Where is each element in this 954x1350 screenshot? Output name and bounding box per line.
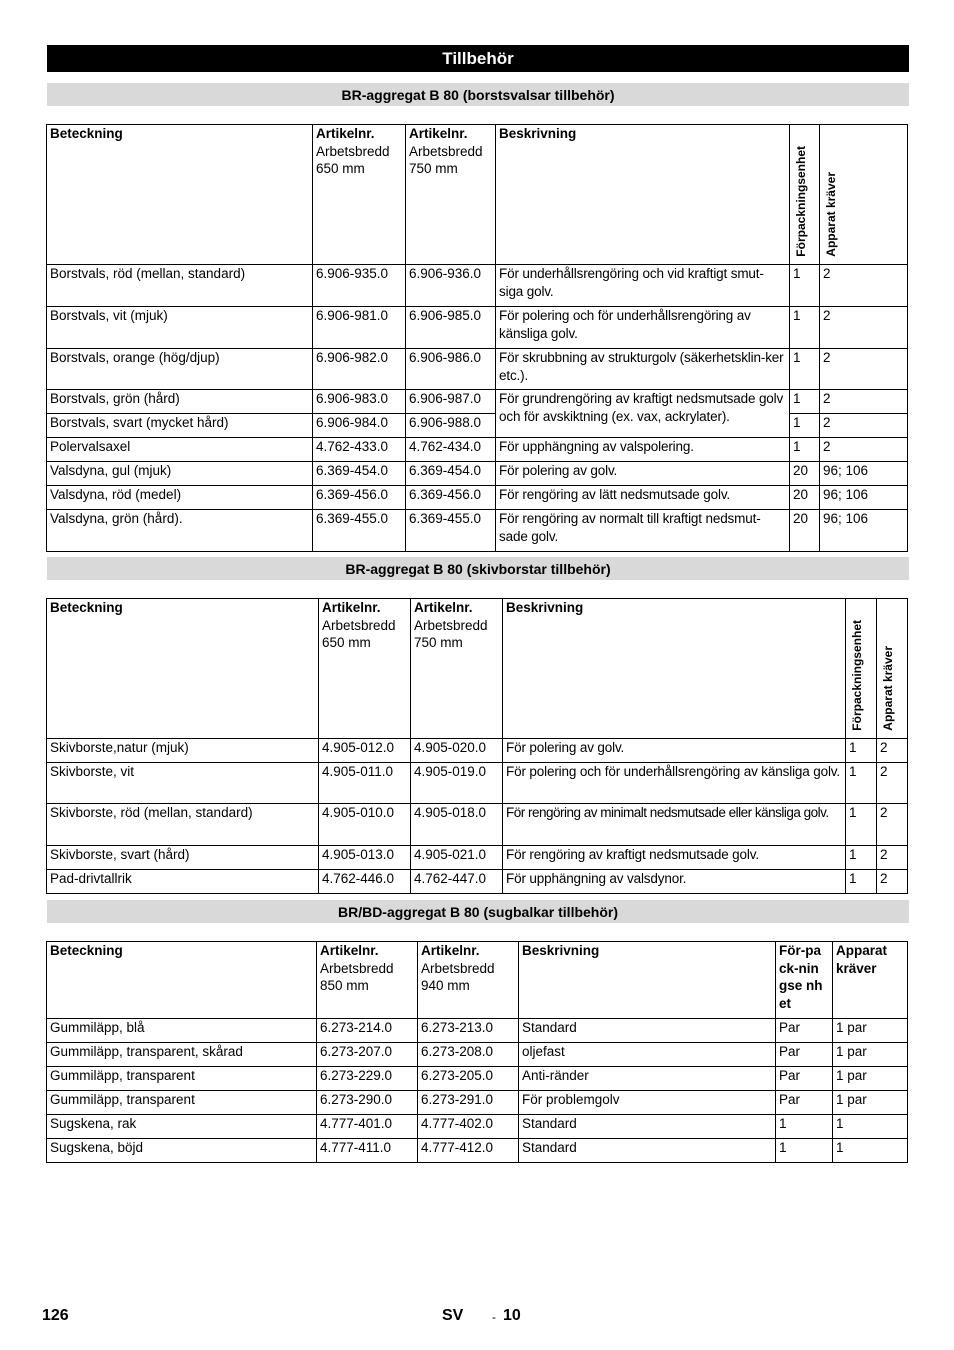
cell-artikelnr-1: 6.273-214.0 xyxy=(317,1019,418,1043)
cell-beteckning: Valsdyna, gul (mjuk) xyxy=(47,462,313,486)
cell-artikelnr-2: 6.369-454.0 xyxy=(406,462,496,486)
cell-artikelnr-2: 6.369-455.0 xyxy=(406,510,496,552)
cell-artikelnr-1: 4.905-013.0 xyxy=(319,846,411,870)
cell-forpackningsenhet: 1 xyxy=(790,349,820,390)
cell-beteckning: Sugskena, rak xyxy=(47,1115,317,1139)
cell-apparat-kraver: 1 xyxy=(833,1115,908,1139)
cell-artikelnr-1: 6.369-454.0 xyxy=(313,462,406,486)
cell-artikelnr-2: 6.273-208.0 xyxy=(418,1043,519,1067)
cell-artikelnr-2: 6.906-988.0 xyxy=(406,414,496,438)
header-beteckning: Beteckning xyxy=(47,125,313,265)
footer-page-number: 126 xyxy=(42,1307,69,1324)
cell-forpackningsenhet: 1 xyxy=(846,739,877,763)
cell-forpackningsenhet: 1 xyxy=(790,438,820,462)
cell-artikelnr-1: 6.369-455.0 xyxy=(313,510,406,552)
cell-artikelnr-1: 6.906-935.0 xyxy=(313,265,406,307)
cell-beteckning: Sugskena, böjd xyxy=(47,1139,317,1163)
cell-beteckning: Valsdyna, grön (hård). xyxy=(47,510,313,552)
cell-artikelnr-2: 6.273-213.0 xyxy=(418,1019,519,1043)
footer-sub-page: 10 xyxy=(503,1307,521,1324)
cell-beskrivning: För rengöring av normalt till kraftigt nedsmut-sade golv. xyxy=(496,510,790,552)
cell-artikelnr-1: 6.906-983.0 xyxy=(313,390,406,414)
header-forpackningsenhet: Förpackningsenhet xyxy=(790,125,820,265)
cell-artikelnr-2: 4.777-412.0 xyxy=(418,1139,519,1163)
cell-beteckning: Borstvals, röd (mellan, standard) xyxy=(47,265,313,307)
table-header-row xyxy=(47,942,908,1019)
cell-artikelnr-2: 4.762-434.0 xyxy=(406,438,496,462)
cell-beskrivning: För skrubbning av strukturgolv (säkerhetsklin-ker etc.). xyxy=(496,349,790,390)
cell-artikelnr-1: 6.369-456.0 xyxy=(313,486,406,510)
cell-apparat-kraver: 2 xyxy=(820,390,908,414)
cell-artikelnr-1: 4.762-433.0 xyxy=(313,438,406,462)
cell-beskrivning: För underhållsrengöring och vid kraftigt smut-siga golv. xyxy=(496,265,790,307)
cell-forpackningsenhet: 1 xyxy=(846,763,877,804)
cell-artikelnr-2: 6.906-986.0 xyxy=(406,349,496,390)
cell-beteckning: Borstvals, orange (hög/djup) xyxy=(47,349,313,390)
header-artikelnr-1: Artikelnr. Arbetsbredd 650 mm xyxy=(313,125,406,265)
cell-apparat-kraver: 96; 106 xyxy=(820,462,908,486)
section-title-sugbalkar: BR/BD-aggregat B 80 (sugbalkar tillbehör) xyxy=(47,900,909,923)
table-row xyxy=(47,763,908,804)
cell-apparat-kraver: 2 xyxy=(820,349,908,390)
cell-artikelnr-2: 4.905-018.0 xyxy=(411,804,503,846)
cell-artikelnr-1: 4.905-011.0 xyxy=(319,763,411,804)
header-beskrivning: Beskrivning xyxy=(519,942,776,1019)
table-row xyxy=(47,349,908,390)
table-sugbalkar xyxy=(46,941,908,1163)
cell-beteckning: Gummiläpp, blå xyxy=(47,1019,317,1043)
table-row xyxy=(47,1019,908,1043)
cell-apparat-kraver: 2 xyxy=(877,763,908,804)
header-beskrivning: Beskrivning xyxy=(496,125,790,265)
cell-apparat-kraver: 2 xyxy=(877,804,908,846)
cell-forpackningsenhet: 1 xyxy=(790,307,820,349)
cell-beskrivning: För problemgolv xyxy=(519,1091,776,1115)
header-apparat-kraver: Apparat kräver xyxy=(820,125,908,265)
cell-artikelnr-2: 6.906-985.0 xyxy=(406,307,496,349)
cell-forpackningsenhet: Par xyxy=(776,1043,833,1067)
page-title: Tillbehör xyxy=(47,45,909,72)
cell-apparat-kraver: 2 xyxy=(877,870,908,894)
section-title-skivborstar: BR-aggregat B 80 (skivborstar tillbehör) xyxy=(47,557,909,580)
cell-beskrivning: För polering av golv. xyxy=(496,462,790,486)
table-row xyxy=(47,1091,908,1115)
table-row xyxy=(47,510,908,552)
cell-forpackningsenhet: Par xyxy=(776,1019,833,1043)
cell-artikelnr-1: 4.762-446.0 xyxy=(319,870,411,894)
cell-beskrivning: För upphängning av valsdynor. xyxy=(503,870,846,894)
footer-language: SV xyxy=(442,1307,464,1324)
cell-forpackningsenhet: Par xyxy=(776,1091,833,1115)
cell-beteckning: Skivborste,natur (mjuk) xyxy=(47,739,319,763)
cell-apparat-kraver: 1 par xyxy=(833,1067,908,1091)
table-row xyxy=(47,846,908,870)
table-skivborstar xyxy=(46,598,908,894)
header-beteckning: Beteckning xyxy=(47,599,319,739)
cell-forpackningsenhet: Par xyxy=(776,1067,833,1091)
header-artikelnr-1: Artikelnr. Arbetsbredd 650 mm xyxy=(319,599,411,739)
cell-beteckning: Borstvals, grön (hård) xyxy=(47,390,313,414)
cell-beteckning: Gummiläpp, transparent, skårad xyxy=(47,1043,317,1067)
cell-beteckning: Skivborste, vit xyxy=(47,763,319,804)
header-apparat-kraver: Apparat kräver xyxy=(833,942,908,1019)
cell-apparat-kraver: 96; 106 xyxy=(820,486,908,510)
cell-artikelnr-2: 6.273-205.0 xyxy=(418,1067,519,1091)
table-row xyxy=(47,1115,908,1139)
table-header-row xyxy=(47,125,908,265)
header-beskrivning: Beskrivning xyxy=(503,599,846,739)
cell-beskrivning: För grundrengöring av kraftigt nedsmutsade golv och för avskiktning (ex. vax, ackrylater). xyxy=(496,390,790,438)
cell-beteckning: Valsdyna, röd (medel) xyxy=(47,486,313,510)
cell-apparat-kraver: 1 par xyxy=(833,1091,908,1115)
cell-beteckning: Gummiläpp, transparent xyxy=(47,1091,317,1115)
table-row xyxy=(47,390,908,414)
cell-forpackningsenhet: 20 xyxy=(790,486,820,510)
cell-apparat-kraver: 2 xyxy=(820,438,908,462)
cell-beteckning: Skivborste, svart (hård) xyxy=(47,846,319,870)
cell-forpackningsenhet: 1 xyxy=(790,390,820,414)
header-artikelnr-2: Artikelnr. Arbetsbredd 940 mm xyxy=(418,942,519,1019)
cell-beteckning: Skivborste, röd (mellan, standard) xyxy=(47,804,319,846)
cell-artikelnr-1: 6.273-207.0 xyxy=(317,1043,418,1067)
cell-forpackningsenhet: 1 xyxy=(776,1115,833,1139)
header-artikelnr-1: Artikelnr. Arbetsbredd 850 mm xyxy=(317,942,418,1019)
table-row xyxy=(47,265,908,307)
cell-beteckning: Gummiläpp, transparent xyxy=(47,1067,317,1091)
cell-forpackningsenhet: 1 xyxy=(846,870,877,894)
cell-beskrivning: Standard xyxy=(519,1139,776,1163)
cell-artikelnr-2: 4.777-402.0 xyxy=(418,1115,519,1139)
cell-artikelnr-2: 4.762-447.0 xyxy=(411,870,503,894)
footer-dash: - xyxy=(492,1310,496,1324)
cell-artikelnr-1: 6.273-290.0 xyxy=(317,1091,418,1115)
cell-forpackningsenhet: 1 xyxy=(776,1139,833,1163)
cell-beskrivning: För upphängning av valspolering. xyxy=(496,438,790,462)
cell-forpackningsenhet: 20 xyxy=(790,510,820,552)
table-header-row xyxy=(47,599,908,739)
table-row xyxy=(47,870,908,894)
header-apparat-kraver: Apparat kräver xyxy=(877,599,908,739)
cell-forpackningsenhet: 20 xyxy=(790,462,820,486)
cell-forpackningsenhet: 1 xyxy=(790,265,820,307)
table-row xyxy=(47,1067,908,1091)
cell-artikelnr-1: 4.777-411.0 xyxy=(317,1139,418,1163)
cell-apparat-kraver: 1 par xyxy=(833,1043,908,1067)
cell-beskrivning: För rengöring av kraftigt nedsmutsade golv. xyxy=(503,846,846,870)
table-row xyxy=(47,804,908,846)
cell-artikelnr-1: 6.906-981.0 xyxy=(313,307,406,349)
cell-apparat-kraver: 2 xyxy=(820,414,908,438)
table-row xyxy=(47,462,908,486)
cell-beteckning: Borstvals, svart (mycket hård) xyxy=(47,414,313,438)
cell-artikelnr-2: 6.906-987.0 xyxy=(406,390,496,414)
cell-beteckning: Borstvals, vit (mjuk) xyxy=(47,307,313,349)
cell-beteckning: Polervalsaxel xyxy=(47,438,313,462)
table-row xyxy=(47,307,908,349)
cell-beskrivning: oljefast xyxy=(519,1043,776,1067)
cell-artikelnr-2: 4.905-021.0 xyxy=(411,846,503,870)
cell-apparat-kraver: 1 xyxy=(833,1139,908,1163)
section-title-borstvalsar: BR-aggregat B 80 (borstsvalsar tillbehör) xyxy=(47,83,909,106)
table-borstvalsar xyxy=(46,124,908,552)
cell-apparat-kraver: 2 xyxy=(877,846,908,870)
cell-forpackningsenhet: 1 xyxy=(846,846,877,870)
header-beteckning: Beteckning xyxy=(47,942,317,1019)
cell-artikelnr-2: 4.905-019.0 xyxy=(411,763,503,804)
cell-artikelnr-1: 4.905-010.0 xyxy=(319,804,411,846)
cell-artikelnr-1: 6.906-982.0 xyxy=(313,349,406,390)
cell-apparat-kraver: 2 xyxy=(820,307,908,349)
cell-beteckning: Pad-drivtallrik xyxy=(47,870,319,894)
cell-artikelnr-2: 6.906-936.0 xyxy=(406,265,496,307)
cell-beskrivning: Standard xyxy=(519,1115,776,1139)
table-row xyxy=(47,1139,908,1163)
table-row xyxy=(47,438,908,462)
cell-beskrivning: För rengöring av lätt nedsmutsade golv. xyxy=(496,486,790,510)
cell-forpackningsenhet: 1 xyxy=(790,414,820,438)
cell-beskrivning: För polering och för underhållsrengöring av känsliga golv. xyxy=(503,763,846,804)
table-row xyxy=(47,486,908,510)
header-forpackningsenhet: För-pack-ningse nhet xyxy=(776,942,833,1019)
table-row xyxy=(47,739,908,763)
header-artikelnr-2: Artikelnr. Arbetsbredd 750 mm xyxy=(411,599,503,739)
cell-artikelnr-1: 6.273-229.0 xyxy=(317,1067,418,1091)
cell-beskrivning: Anti-ränder xyxy=(519,1067,776,1091)
cell-beskrivning: För rengöring av minimalt nedsmutsade eller känsliga golv. xyxy=(503,804,846,846)
cell-apparat-kraver: 1 par xyxy=(833,1019,908,1043)
cell-beskrivning: För polering och för underhållsrengöring av känsliga golv. xyxy=(496,307,790,349)
table-row xyxy=(47,1043,908,1067)
cell-apparat-kraver: 96; 106 xyxy=(820,510,908,552)
cell-apparat-kraver: 2 xyxy=(820,265,908,307)
cell-forpackningsenhet: 1 xyxy=(846,804,877,846)
header-artikelnr-2: Artikelnr. Arbetsbredd 750 mm xyxy=(406,125,496,265)
cell-artikelnr-2: 4.905-020.0 xyxy=(411,739,503,763)
cell-artikelnr-2: 6.273-291.0 xyxy=(418,1091,519,1115)
cell-artikelnr-1: 6.906-984.0 xyxy=(313,414,406,438)
cell-beskrivning: För polering av golv. xyxy=(503,739,846,763)
cell-apparat-kraver: 2 xyxy=(877,739,908,763)
header-forpackningsenhet: Förpackningsenhet xyxy=(846,599,877,739)
cell-artikelnr-2: 6.369-456.0 xyxy=(406,486,496,510)
cell-beskrivning: Standard xyxy=(519,1019,776,1043)
cell-artikelnr-1: 4.777-401.0 xyxy=(317,1115,418,1139)
cell-artikelnr-1: 4.905-012.0 xyxy=(319,739,411,763)
